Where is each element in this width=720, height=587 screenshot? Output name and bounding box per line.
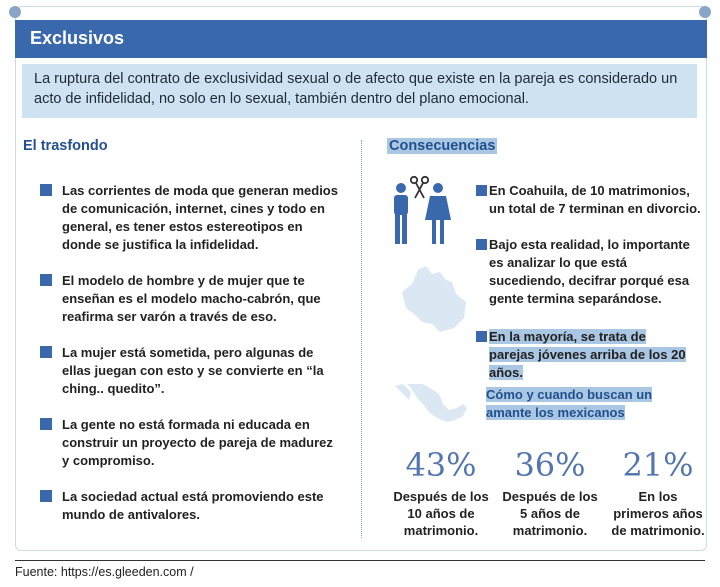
stat-percent: 36% — [514, 446, 586, 484]
bullet-square-icon — [40, 184, 52, 196]
mexico-map-icon — [393, 380, 469, 428]
bullet-square-icon — [40, 346, 52, 358]
source-footer: Fuente: https://es.gleeden.com / — [15, 565, 194, 579]
coahuila-map-icon — [394, 262, 476, 336]
bullet-square-icon — [40, 490, 52, 502]
list-item: La gente no está formada ni educada en construir un proyecto de pareja de madurez y compromiso. — [40, 416, 340, 470]
bullet-square-icon — [40, 418, 52, 430]
bullet-square-icon — [476, 185, 487, 196]
stat-card — [393, 446, 489, 539]
stat-card — [502, 446, 598, 539]
corner-dot-right — [699, 6, 711, 18]
list-item: Bajo esta realidad, lo importante es analizar lo que está sucediendo, decifrar porqué esa gente termina separándose. — [476, 236, 701, 308]
section-title-trasfondo: El trasfondo — [23, 138, 108, 154]
header-bar — [15, 20, 707, 58]
trasfondo-list — [40, 182, 340, 524]
list-item: La mujer está sometida, pero algunas de ellas juegan con esto y se convierte en “la ching.. quedito”. — [40, 344, 340, 398]
bullet-square-icon — [476, 239, 487, 250]
stat-description: Después de los 5 años de matrimonio. — [502, 489, 598, 538]
list-item: En la mayoría, se trata de parejas jóvenes arriba de los 20 años. — [476, 328, 691, 382]
stat-card — [610, 446, 706, 539]
stats-title: Cómo y cuando buscan un amante los mexicanos — [486, 387, 653, 420]
list-item: La sociedad actual está promoviendo este mundo de antivalores. — [40, 488, 340, 524]
column-divider — [361, 140, 362, 538]
stat-description: Después de los 10 años de matrimonio. — [393, 489, 489, 538]
list-item: Las corrientes de moda que generan medios de comunicación, internet, cines y todo en general, es tener estos estereotipos en donde se justifica la infidelidad. — [40, 182, 340, 254]
stat-percent: 21% — [622, 446, 694, 484]
stat-description: En los primeros años de matrimonio. — [611, 489, 705, 538]
list-item: En Coahuila, de 10 matrimonios, un total de 7 terminan en divorcio. — [476, 182, 701, 218]
intro-box: La ruptura del contrato de exclusividad sexual o de afecto que existe en la pareja es considerado un acto de infidelidad, no solo en lo sexual, también dentro del plano emocional. — [22, 64, 697, 118]
corner-dot-left — [9, 6, 21, 18]
page-title: Exclusivos — [30, 28, 125, 48]
stat-percent: 43% — [405, 446, 477, 484]
section-title-consecuencias: Consecuencias — [389, 138, 496, 154]
footer-divider — [15, 560, 705, 561]
separated-couple-icon — [384, 174, 456, 248]
bullet-square-icon — [476, 331, 487, 342]
bullet-square-icon — [40, 274, 52, 286]
list-item: El modelo de hombre y de mujer que te enseñan es el modelo macho-cabrón, que reafirma ser varón a través de eso. — [40, 272, 340, 326]
